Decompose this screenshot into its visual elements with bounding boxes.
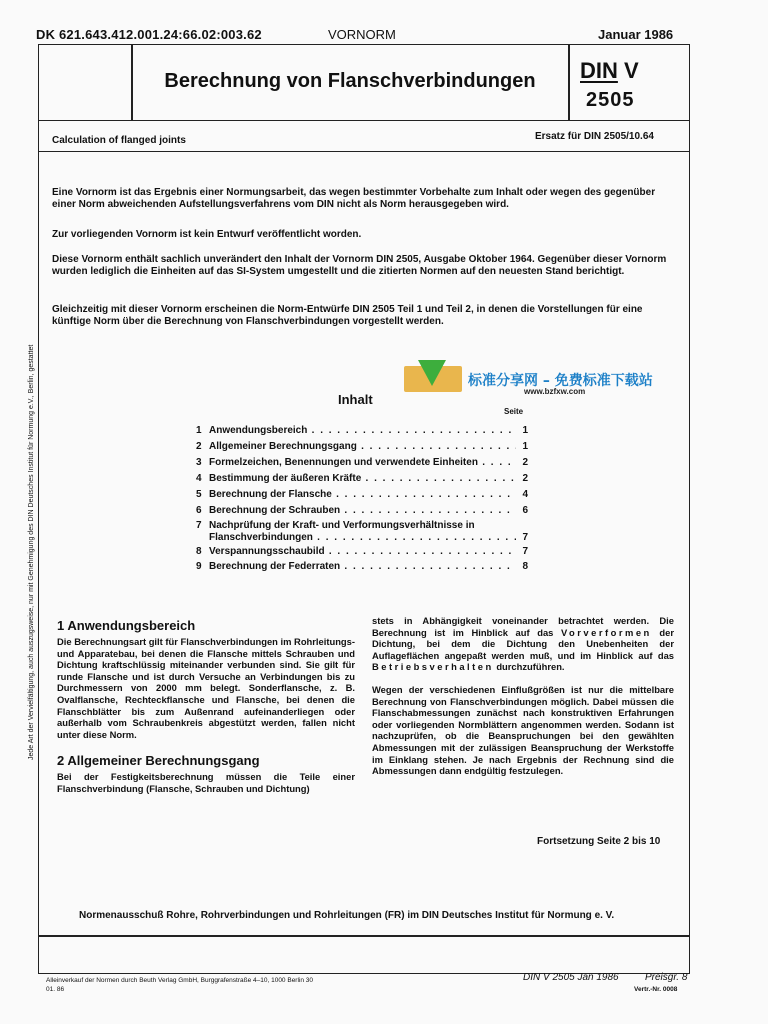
document-title: Berechnung von Flanschverbindungen xyxy=(164,70,536,92)
section-2-text: Bei der Festigkeitsberechnung müssen die Teile einer Flanschverbindung (Flansche, Schrauben und Dichtung) xyxy=(57,771,355,794)
watermark-text: 标准分享网 – 免费标准下载站 xyxy=(468,373,653,389)
replaces-note: Ersatz für DIN 2505/10.64 xyxy=(535,131,654,142)
intro-paragraph-4: Gleichzeitig mit dieser Vornorm erscheinen die Norm-Entwürfe DIN 2505 Teil 1 und Teil 2, in denen die Vorstellungen für eine künftige Norm über die Berechnung von Flanschverbindungen vorgestellt werden. xyxy=(52,304,643,327)
document-status: VORNORM xyxy=(328,27,396,42)
toc-item: 6 Berechnung der Schrauben . . . 6 xyxy=(196,505,528,517)
watermark-url[interactable]: www.bzfxw.com xyxy=(524,387,586,396)
toc-title: Inhalt xyxy=(338,392,373,407)
din-logo xyxy=(580,58,639,84)
section-2-heading: 2 Allgemeiner Berechnungsgang xyxy=(57,753,260,768)
intro-paragraph-2: Zur vorliegenden Vornorm ist kein Entwurf veröffentlicht worden. xyxy=(52,229,362,240)
intro-paragraph-3: Diese Vornorm enthält sachlich unverändert den Inhalt der Vornorm DIN 2505, Ausgabe Oktober 1964. Gegenüber dieser Vornorm wurden lediglich die Einheiten auf das SI-System umgestellt und die zitierten Normen auf den neuesten Stand berichtigt. xyxy=(52,254,667,277)
publisher-note: Alleinverkauf der Normen durch Beuth Verlag GmbH, Burggrafenstraße 4–10, 1000 Berlin 30 xyxy=(46,977,314,984)
dk-classification: DK 621.643.412.001.24:66.02:003.62 xyxy=(36,27,262,42)
toc-item: 3 Formelzeichen, Benennungen und verwendete Einheiten . . . 2 xyxy=(196,457,528,469)
copyright-side-text: Jede Art der Vervielfältigung, auch auszugsweise, nur mit Genehmigung des DIN Deutsches Institut für Normung e.V., Berlin, gestattet xyxy=(28,344,35,760)
toc-item: 9 Berechnung der Federraten . . . 8 xyxy=(196,561,528,573)
toc-item: 1 Anwendungsbereich . . . 1 xyxy=(196,425,528,437)
vornorm-v: V xyxy=(624,58,639,83)
footer-divider xyxy=(38,935,690,937)
sales-number: Vertr.-Nr. 0008 xyxy=(634,986,678,993)
download-arrow-icon xyxy=(418,360,446,386)
din-number: 2505 xyxy=(586,89,635,111)
issue-date: Januar 1986 xyxy=(598,27,674,42)
toc-item: 4 Bestimmung der äußeren Kräfte . . . 2 xyxy=(196,473,528,485)
toc-item: 7 Nachprüfung der Kraft- und Verformungsverhältnisse in Flanschverbindungen . . . 7 xyxy=(196,520,528,544)
toc-page-header: Seite xyxy=(504,407,524,416)
right-column-paragraph-2: Wegen der verschiedenen Einflußgrößen ist nur die mittelbare Berechnung von Flanschverbindungen möglich. Dabei müssen die Flanschabmessungen zunächst nach konstruktiven Erfahrungen oder vorliegenden Normblättern angenommen werden. Sodann ist nachzuprüfen, ob die Beanspruchungen bei den gewählten Abmessungen mit der zulässigen Beanspruchung der Werkstoffe im Einklang stehen. Je nach Ergebnis der Rechnung sind die Abmessungen dann endgültig festzulegen. xyxy=(372,684,674,777)
din-label: DIN xyxy=(580,58,618,83)
toc-item: 2 Allgemeiner Berechnungsgang . . . 1 xyxy=(196,441,528,453)
price-group: Preisgr. 8 xyxy=(645,972,688,983)
right-column-paragraph-1: stets in Abhängigkeit voneinander betrachtet werden. Die Berechnung ist im Hinblick auf das Vorverformen der Dichtung, bei dem die Dichtung den Unebenheiten der Auflageflächen angepaßt werden muß, und im Hinblick auf das Betriebsverhalten durchzuführen. xyxy=(372,615,674,673)
section-1-heading: 1 Anwendungsbereich xyxy=(57,618,196,633)
section-1-text: Die Berechnungsart gilt für Flanschverbindungen im Rohrleitungs- und Apparatebau, bei denen die Flansche mittels Schrauben und Dichtung kraftschlüssig miteinander verbunden sind. Sie gilt für runde Flansche und ist durch Versuche an Verbindungen bis zu Durchmessern von 2000 mm belegt. Sonderflansche, z. B. Ovalflansche, Rechteckflansche und Flansche, bei denen die Flanschblätter bis zum Außenrand aufeinanderliegen oder außerhalb vom Schraubenkreis abgestützt werden, fallen nicht unter diese Norm. xyxy=(57,636,355,740)
footer-din-ref: DIN V 2505 Jan 1986 xyxy=(523,972,619,983)
english-title: Calculation of flanged joints xyxy=(52,135,186,146)
title-divider-right xyxy=(568,44,570,121)
toc-item: 5 Berechnung der Flansche . . . 4 xyxy=(196,489,528,501)
continuation-note: Fortsetzung Seite 2 bis 10 xyxy=(537,836,661,847)
print-date: 01. 86 xyxy=(46,986,65,993)
committee-line: Normenausschuß Rohre, Rohrverbindungen und Rohrleitungen (FR) im DIN Deutsches Institut für Normung e. V. xyxy=(79,910,615,921)
intro-paragraph-1: Eine Vornorm ist das Ergebnis einer Normungsarbeit, das wegen bestimmter Vorbehalte zum Inhalt oder wegen des gegenüber einer Norm abweichenden Aufstellungsverfahrens vom DIN nicht als Norm herausgegeben wird. xyxy=(52,187,656,210)
toc-item: 8 Verspannungsschaubild . . . 7 xyxy=(196,546,528,558)
subtitle-divider xyxy=(38,151,690,152)
